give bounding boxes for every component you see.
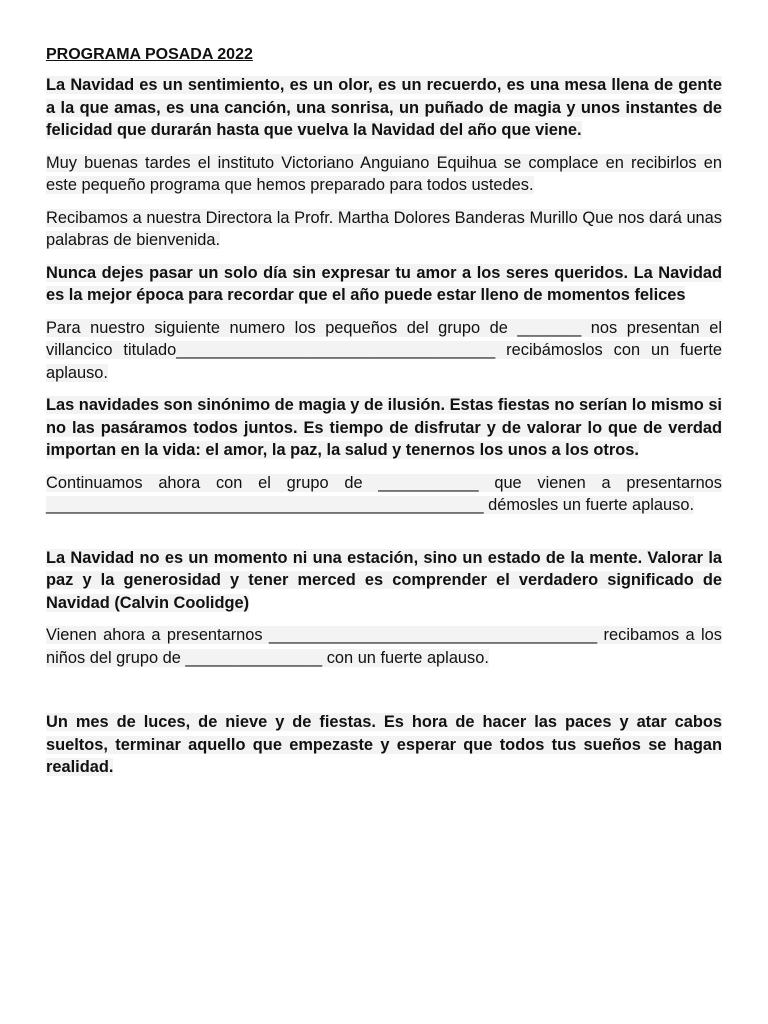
- villancico-paragraph: [46, 317, 722, 385]
- quote-paragraph-3: [46, 394, 722, 462]
- welcome-paragraph: [46, 152, 722, 197]
- quote-paragraph-4: [46, 547, 722, 615]
- quote-text-3: Las navidades son sinónimo de magia y de ilusión. Estas fiestas no serían lo mismo si no las pasáramos todos juntos. Es tiempo de disfrutar y de valorar lo que de verdad importan en la vida: el amor, la paz, la salud y tenernos los unos a los otros.: [46, 396, 722, 459]
- quote-text-1: La Navidad es un sentimiento, es un olor, es un recuerdo, es una mesa llena de gente a la que amas, es una canción, una sonrisa, un puñado de magia y unos instantes de felicidad que durarán hasta que vuelva la Navidad del año que viene.: [46, 76, 722, 139]
- presentation-text: Vienen ahora a presentarnos ____________________________________ recibamos a los niños del grupo de _______________ con un fuerte aplauso.: [46, 626, 722, 667]
- welcome-text: Muy buenas tardes el instituto Victoriano Anguiano Equihua se complace en recibirlos en este pequeño programa que hemos preparado para todos ustedes.: [46, 153, 722, 194]
- group-paragraph: [46, 472, 722, 517]
- presentation-paragraph: [46, 624, 722, 669]
- director-paragraph: [46, 207, 722, 252]
- quote-paragraph-1: [46, 74, 722, 142]
- quote-paragraph-2: [46, 262, 722, 307]
- group-text: Continuamos ahora con el grupo de ___________ que vienen a presentarnos ________________________________________________ démosles un fuerte aplauso.: [46, 473, 722, 514]
- quote-text-2: Nunca dejes pasar un solo día sin expresar tu amor a los seres queridos. La Navidad es la mejor época para recordar que el año puede estar lleno de momentos felices: [46, 263, 722, 304]
- document-title: PROGRAMA POSADA 2022: [46, 46, 253, 63]
- quote-text-4: La Navidad no es un momento ni una estación, sino un estado de la mente. Valorar la paz y la generosidad y tener merced es comprender el verdadero significado de Navidad (Calvin Coolidge): [46, 548, 722, 612]
- quote-text-5: Un mes de luces, de nieve y de fiestas. Es hora de hacer las paces y atar cabos sueltos, terminar aquello que empezaste y esperar que todos tus sueños se hagan realidad.: [46, 713, 722, 776]
- quote-paragraph-5: [46, 711, 722, 779]
- document-page: [46, 44, 722, 789]
- villancico-text: Para nuestro siguiente numero los pequeños del grupo de _______ nos presentan el villancico titulado___________________________________ recibámoslos con un fuerte aplauso.: [46, 318, 722, 382]
- director-text: Recibamos a nuestra Directora la Profr. Martha Dolores Banderas Murillo Que nos dará unas palabras de bienvenida.: [46, 208, 722, 249]
